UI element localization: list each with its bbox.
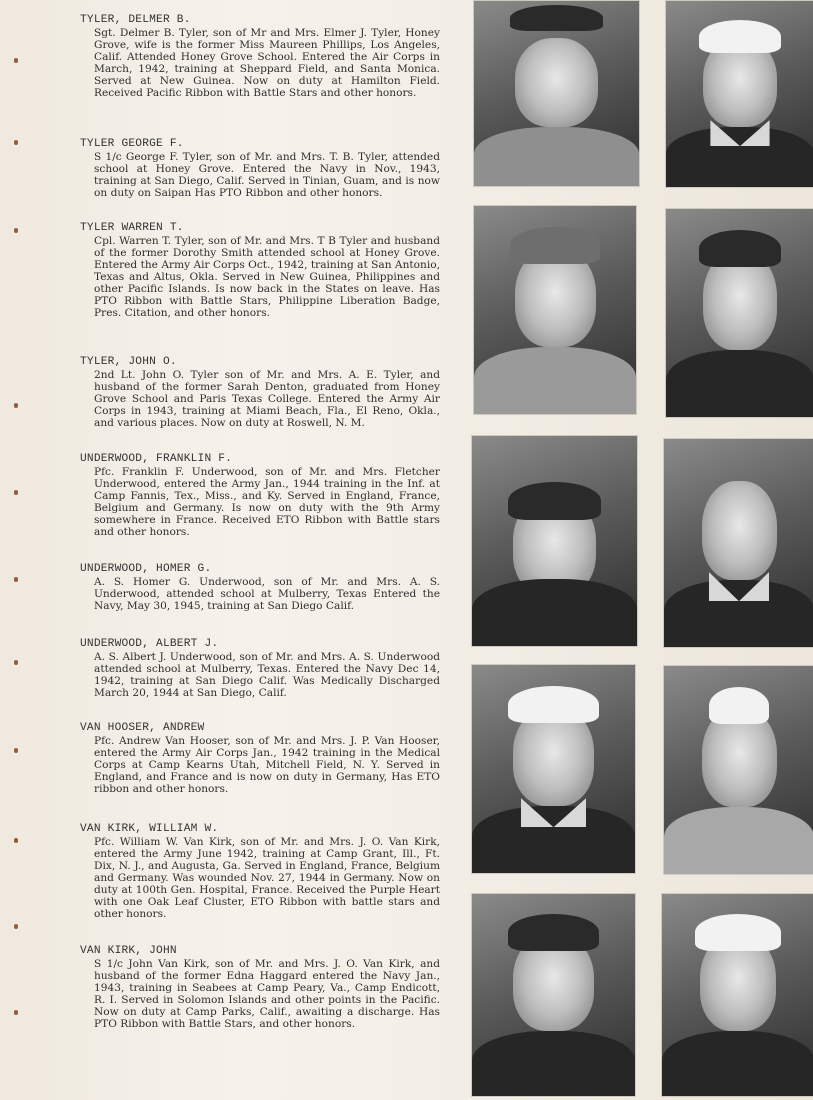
portrait-cap (508, 914, 599, 950)
portrait-photo (473, 205, 637, 415)
portrait-photo (471, 664, 636, 874)
entry-name: TYLER WARREN T. (80, 222, 184, 234)
service-entry (80, 453, 440, 538)
portrait-photo (473, 0, 640, 187)
binding-hole (14, 924, 18, 929)
portrait-cap (699, 20, 782, 53)
service-entry (80, 638, 440, 699)
entry-biography: A. S. Albert J. Underwood, son of Mr. and Mrs. A. S. Underwood attended school at Mulberry, Texas. Entered the Navy Dec 14, 1942, training at San Diego Calif. Was Medically Discharged March 20, 1944 at San Diego, Calif. (94, 651, 440, 699)
binding-hole (14, 140, 18, 145)
binding-hole (14, 838, 18, 843)
entry-name: VAN KIRK, WILLIAM W. (80, 823, 219, 835)
entry-name: TYLER, DELMER B. (80, 14, 191, 26)
portrait-cap (709, 687, 769, 724)
entry-biography: 2nd Lt. John O. Tyler son of Mr. and Mrs. A. E. Tyler, and husband of the former Sarah Denton, graduated from Honey Grove School and Paris Texas College. Entered the Army Air Corps in 1943, training at Miami Beach, Fla., El Reno, Okla., and various places. Now on duty at Roswell, N. M. (94, 369, 440, 429)
entry-biography: Pfc. William W. Van Kirk, son of Mr. and Mrs. J. O. Van Kirk, entered the Army June 1942, training at Camp Grant, Ill., Ft. Dix, N. J., and Augusta, Ga. Served in England, France, Belgium and Germany. Was wounded Nov. 27, 1944 in Germany. Now on duty at 100th Gen. Hospital, France. Received the Purple Heart with one Oak Leaf Cluster, ETO Ribbon with battle stars and other honors. (94, 836, 440, 920)
entry-biography: Pfc. Franklin F. Underwood, son of Mr. and Mrs. Fletcher Underwood, entered the Army Jan., 1944 training in the Inf. at Camp Fannis, Tex., Miss., and Ky. Served in England, France, Belgium and Germany. Is now on duty with the 9th Army somewhere in France. Received ETO Ribbon with Battle stars and other honors. (94, 466, 440, 538)
binding-hole (14, 228, 18, 233)
portrait-photo (471, 435, 638, 647)
binding-hole (14, 403, 18, 408)
portrait-uniform (664, 807, 813, 874)
service-entry (80, 14, 440, 99)
binding-hole (14, 748, 18, 753)
portrait-cap (695, 914, 780, 950)
entry-name: VAN KIRK, JOHN (80, 945, 177, 957)
entry-biography: S 1/c George F. Tyler, son of Mr. and Mrs. T. B. Tyler, attended school at Honey Grove. Entered the Navy in Nov., 1943, training at San Diego, Calif. Served in Tinian, Guam, and is now on duty on Saipan Has PTO Ribbon and other honors. (94, 151, 440, 199)
portrait-cap (508, 482, 600, 520)
entry-name: UNDERWOOD, HOMER G. (80, 563, 212, 575)
portrait-cap (699, 230, 782, 267)
entry-biography: Pfc. Andrew Van Hooser, son of Mr. and Mrs. J. P. Van Hooser, entered the Army Air Corps Jan., 1942 training in the Medical Corps at Camp Kearns Utah, Mitchell Field, N. Y. Served in England, and France and is now on duty in Germany, Has ETO ribbon and other honors. (94, 735, 440, 795)
portrait-photo (471, 893, 636, 1097)
portrait-uniform (472, 806, 635, 873)
portrait-cap (508, 686, 599, 723)
portrait-face (515, 38, 598, 127)
entry-biography: Sgt. Delmer B. Tyler, son of Mr and Mrs. Elmer J. Tyler, Honey Grove, wife is the former Miss Maureen Phillips, Los Angeles, Calif. Attended Honey Grove School. Entered the Air Corps in March, 1942, training at Sheppard Field, and Santa Monica. Served at New Guinea. Now on duty at Hamilton Field. Received Pacific Ribbon with Battle Stars and other honors. (94, 27, 440, 99)
portrait-cap (510, 227, 601, 264)
portrait-uniform (664, 580, 813, 647)
portrait-uniform (472, 579, 637, 646)
entry-name: UNDERWOOD, FRANKLIN F. (80, 453, 233, 465)
entry-name: TYLER, JOHN O. (80, 356, 177, 368)
portrait-uniform (474, 127, 639, 186)
binding-hole (14, 660, 18, 665)
portrait-photo (663, 665, 813, 875)
portrait-face (702, 481, 777, 581)
portrait-photo (663, 438, 813, 648)
service-entry (80, 722, 440, 795)
portrait-uniform (474, 347, 636, 414)
service-entry (80, 945, 440, 1030)
service-entry (80, 138, 440, 199)
binding-hole (14, 58, 18, 63)
portrait-cap (510, 5, 602, 31)
portrait-uniform (666, 350, 813, 417)
portrait-photo (665, 0, 813, 188)
entry-name: UNDERWOOD, ALBERT J. (80, 638, 219, 650)
service-entry (80, 222, 440, 319)
binding-hole (14, 1010, 18, 1015)
service-entry (80, 563, 440, 612)
service-entry (80, 356, 440, 429)
portrait-uniform (666, 127, 813, 187)
entry-name: TYLER GEORGE F. (80, 138, 184, 150)
binding-hole (14, 577, 18, 582)
entry-name: VAN HOOSER, ANDREW (80, 722, 205, 734)
portrait-photo (665, 208, 813, 418)
entry-biography: A. S. Homer G. Underwood, son of Mr. and Mrs. A. S. Underwood, attended school at Mulberry, Texas Entered the Navy, May 30, 1945, training at San Diego Calif. (94, 576, 440, 612)
portrait-photo (661, 893, 813, 1097)
entry-biography: Cpl. Warren T. Tyler, son of Mr. and Mrs. T B Tyler and husband of the former Dorothy Smith attended school at Honey Grove. Entered the Army Air Corps Oct., 1942, training at San Antonio, Texas and Altus, Okla. Served in New Guinea, Philippines and other Pacific Islands. Is now back in the States on leave. Has PTO Ribbon with Battle Stars, Philippine Liberation Badge, Pres. Citation, and other honors. (94, 235, 440, 319)
binding-hole (14, 490, 18, 495)
entry-biography: S 1/c John Van Kirk, son of Mr. and Mrs. J. O. Van Kirk, and husband of the former Edna Haggard entered the Navy Jan., 1943, training in Seabees at Camp Peary, Va., Camp Endicott, R. I. Served in Solomon Islands and other points in the Pacific. Now on duty at Camp Parks, Calif., awaiting a discharge. Has PTO Ribbon with Battle Stars, and other honors. (94, 958, 440, 1030)
service-entry (80, 823, 440, 920)
portrait-uniform (662, 1031, 813, 1096)
portrait-uniform (472, 1031, 635, 1096)
